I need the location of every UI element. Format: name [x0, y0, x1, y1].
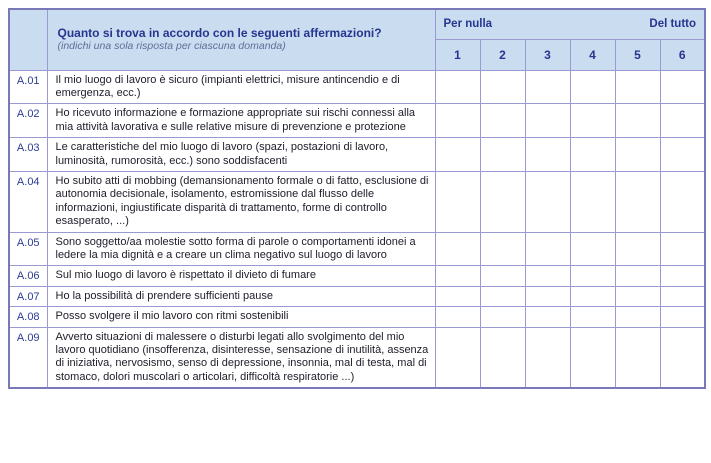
answer-cell-A.02-4[interactable] [570, 104, 615, 138]
answer-cell-A.03-1[interactable] [435, 138, 480, 172]
answer-cell-A.03-2[interactable] [480, 138, 525, 172]
answer-cell-A.05-1[interactable] [435, 232, 480, 266]
answer-cell-A.08-4[interactable] [570, 307, 615, 327]
scale-number-1: 1 [435, 39, 480, 70]
survey-header [9, 9, 705, 70]
scale-number-6: 6 [660, 39, 705, 70]
question-text: Posso svolgere il mio lavoro con ritmi sostenibili [47, 307, 435, 327]
answer-cell-A.01-3[interactable] [525, 70, 570, 104]
scale-number-2: 2 [480, 39, 525, 70]
answer-cell-A.08-1[interactable] [435, 307, 480, 327]
answer-cell-A.08-2[interactable] [480, 307, 525, 327]
survey-subtitle: (indichi una sola risposta per ciascuna domanda) [57, 40, 286, 53]
question-header-cell [47, 9, 435, 70]
answer-cell-A.04-6[interactable] [660, 171, 705, 232]
answer-cell-A.04-2[interactable] [480, 171, 525, 232]
question-text: Sono soggetto/aa molestie sotto forma di parole o comportamenti idonei a ledere la mia dignità e a creare un clima negativo sul luogo di lavoro [47, 232, 435, 266]
answer-cell-A.04-1[interactable] [435, 171, 480, 232]
answer-cell-A.05-6[interactable] [660, 232, 705, 266]
question-id: A.07 [9, 286, 47, 306]
question-id: A.06 [9, 266, 47, 286]
table-row [9, 327, 705, 388]
table-row [9, 266, 705, 286]
answer-cell-A.07-4[interactable] [570, 286, 615, 306]
answer-cell-A.07-3[interactable] [525, 286, 570, 306]
answer-cell-A.01-4[interactable] [570, 70, 615, 104]
survey-title: Quanto si trova in accordo con le seguenti affermazioni? [57, 26, 382, 41]
answer-cell-A.02-3[interactable] [525, 104, 570, 138]
answer-cell-A.01-5[interactable] [615, 70, 660, 104]
answer-cell-A.09-4[interactable] [570, 327, 615, 388]
question-id: A.04 [9, 171, 47, 232]
question-text: Avverto situazioni di malessere o disturbi legati allo svolgimento del mio lavoro quotidiano (insofferenza, disinteresse, sensazione di inutilità, assenza di iniziativa, nervosismo, senso di depressione, insonnia, mal di testa, mal di stomaco, dolori muscolari o articolari, difficoltà respiratorie ...) [47, 327, 435, 388]
scale-number-5: 5 [615, 39, 660, 70]
scale-right-label: Del tutto [649, 18, 697, 31]
answer-cell-A.09-3[interactable] [525, 327, 570, 388]
answer-cell-A.02-2[interactable] [480, 104, 525, 138]
answer-cell-A.03-4[interactable] [570, 138, 615, 172]
answer-cell-A.03-6[interactable] [660, 138, 705, 172]
table-row [9, 138, 705, 172]
answer-cell-A.04-4[interactable] [570, 171, 615, 232]
table-row [9, 232, 705, 266]
answer-cell-A.08-5[interactable] [615, 307, 660, 327]
question-text: Ho ricevuto informazione e formazione appropriate sui rischi connessi alla mia attività lavorativa e sulle relative misure di prevenzione e protezione [47, 104, 435, 138]
answer-cell-A.09-2[interactable] [480, 327, 525, 388]
answer-cell-A.07-6[interactable] [660, 286, 705, 306]
scale-ends-cell [435, 9, 705, 39]
answer-cell-A.05-2[interactable] [480, 232, 525, 266]
table-row [9, 171, 705, 232]
answer-cell-A.06-2[interactable] [480, 266, 525, 286]
scale-left-label: Per nulla [443, 18, 493, 31]
question-id: A.01 [9, 70, 47, 104]
answer-cell-A.01-6[interactable] [660, 70, 705, 104]
question-text: Le caratteristiche del mio luogo di lavoro (spazi, postazioni di lavoro, luminosità, rumorosità, ecc.) sono soddisfacenti [47, 138, 435, 172]
answer-cell-A.02-6[interactable] [660, 104, 705, 138]
question-text: Ho la possibilità di prendere sufficienti pause [47, 286, 435, 306]
answer-cell-A.06-6[interactable] [660, 266, 705, 286]
answer-cell-A.06-1[interactable] [435, 266, 480, 286]
question-id: A.05 [9, 232, 47, 266]
survey-table [8, 8, 706, 389]
answer-cell-A.08-3[interactable] [525, 307, 570, 327]
question-text: Sul mio luogo di lavoro è rispettato il divieto di fumare [47, 266, 435, 286]
answer-cell-A.02-5[interactable] [615, 104, 660, 138]
answer-cell-A.06-4[interactable] [570, 266, 615, 286]
question-text: Il mio luogo di lavoro è sicuro (impianti elettrici, misure antincendio e di emergenza, ecc.) [47, 70, 435, 104]
question-text: Ho subito atti di mobbing (demansionamento formale o di fatto, esclusione di autonomia decisionale, isolamento, estromissione dal flusso delle informazioni, ingiustificate disparità di trattamento, forme di controllo esasperato, ...) [47, 171, 435, 232]
table-row [9, 286, 705, 306]
answer-cell-A.05-4[interactable] [570, 232, 615, 266]
answer-cell-A.09-1[interactable] [435, 327, 480, 388]
question-id: A.09 [9, 327, 47, 388]
answer-cell-A.07-5[interactable] [615, 286, 660, 306]
question-id: A.03 [9, 138, 47, 172]
answer-cell-A.01-2[interactable] [480, 70, 525, 104]
question-id: A.02 [9, 104, 47, 138]
questions-body [9, 70, 705, 388]
answer-cell-A.08-6[interactable] [660, 307, 705, 327]
answer-cell-A.04-5[interactable] [615, 171, 660, 232]
table-row [9, 70, 705, 104]
answer-cell-A.09-5[interactable] [615, 327, 660, 388]
answer-cell-A.05-5[interactable] [615, 232, 660, 266]
scale-number-4: 4 [570, 39, 615, 70]
answer-cell-A.07-1[interactable] [435, 286, 480, 306]
answer-cell-A.07-2[interactable] [480, 286, 525, 306]
table-row [9, 307, 705, 327]
corner-cell [9, 9, 47, 70]
answer-cell-A.09-6[interactable] [660, 327, 705, 388]
answer-cell-A.03-3[interactable] [525, 138, 570, 172]
answer-cell-A.05-3[interactable] [525, 232, 570, 266]
answer-cell-A.01-1[interactable] [435, 70, 480, 104]
answer-cell-A.03-5[interactable] [615, 138, 660, 172]
answer-cell-A.06-5[interactable] [615, 266, 660, 286]
answer-cell-A.06-3[interactable] [525, 266, 570, 286]
answer-cell-A.04-3[interactable] [525, 171, 570, 232]
answer-cell-A.02-1[interactable] [435, 104, 480, 138]
scale-number-3: 3 [525, 39, 570, 70]
question-id: A.08 [9, 307, 47, 327]
table-row [9, 104, 705, 138]
